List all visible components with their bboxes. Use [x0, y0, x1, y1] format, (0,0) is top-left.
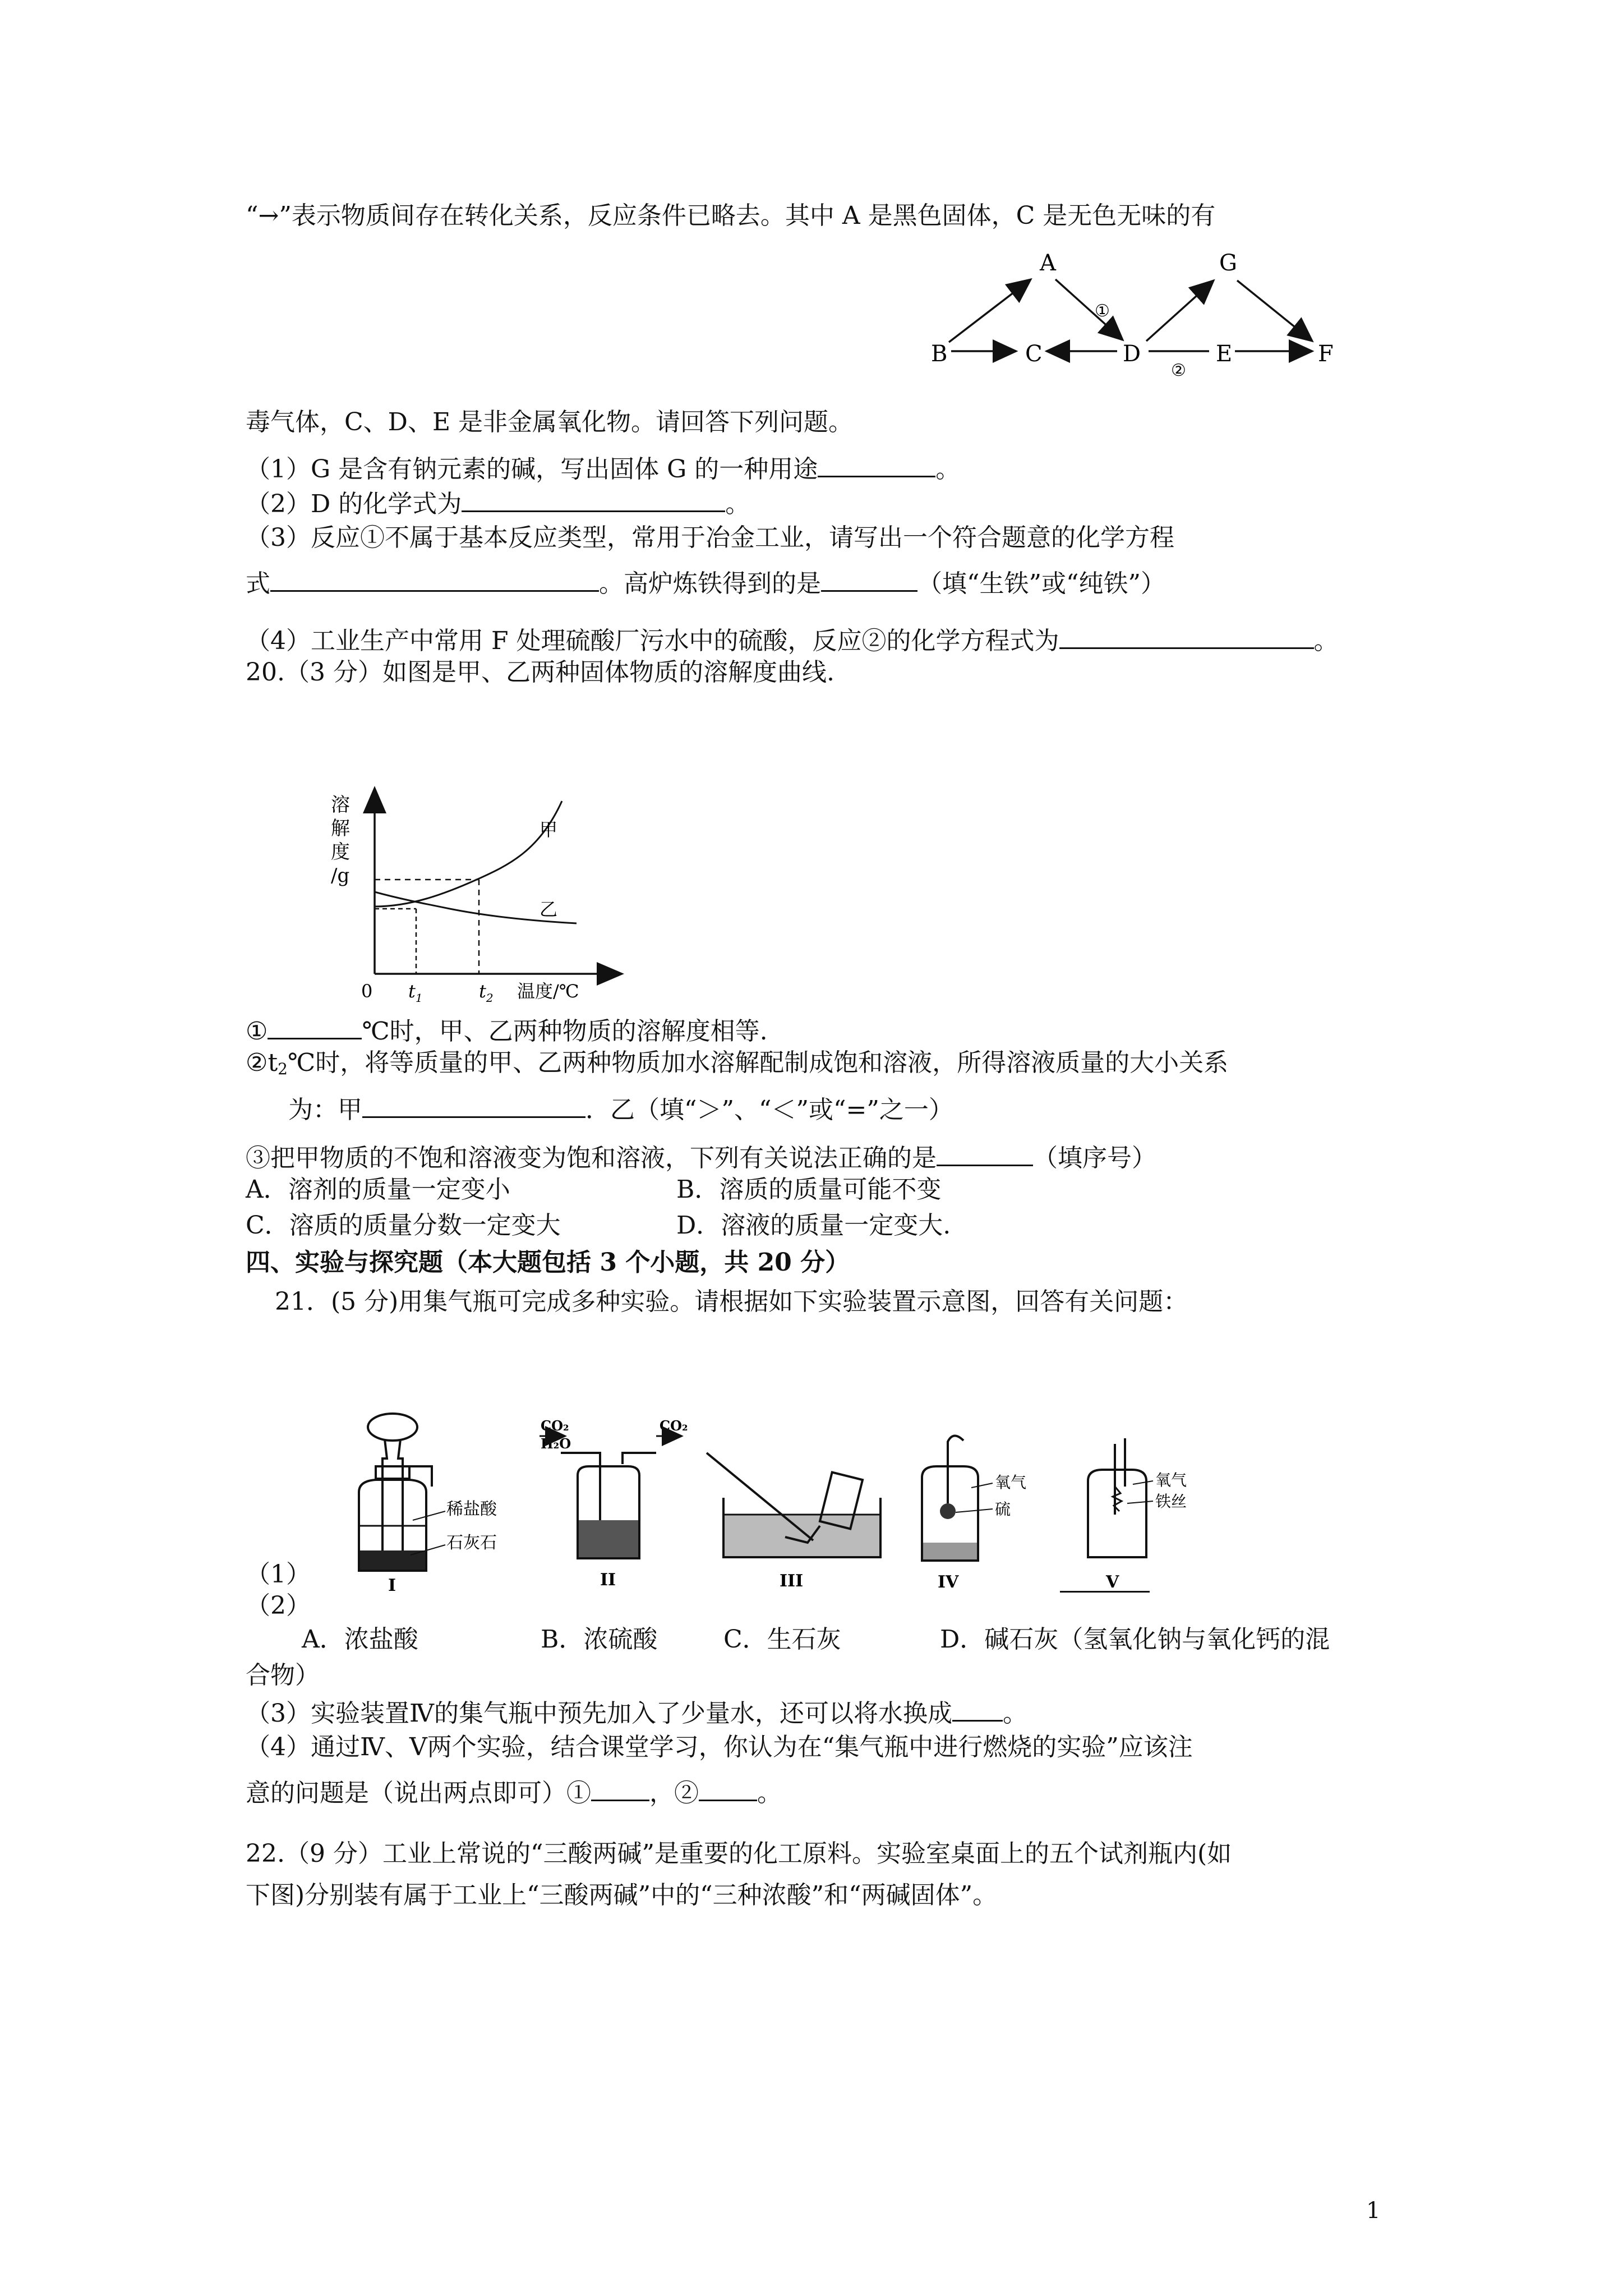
q20-statement-2-prefix: 为：甲: [288, 1095, 362, 1124]
q20-header: 20.（3 分）如图是甲、乙两种固体物质的溶解度曲线.: [246, 658, 834, 687]
apparatus-iii: [707, 1453, 880, 1591]
q19-part-3-hint: （填“生铁”或“纯铁”）: [917, 569, 1165, 598]
q21-header: 21．(5 分)用集气瓶可完成多种实验。请根据如下实验装置示意图，回答有关问题：: [275, 1287, 1188, 1316]
x-tick-t2: $t_2$: [479, 981, 494, 1005]
answer-blank-equation-2[interactable]: [1059, 624, 1314, 649]
y-axis-label-1: 溶: [331, 794, 350, 816]
q19-part-4-end: 。: [1313, 626, 1339, 655]
svg-text:CO₂: CO₂: [541, 1418, 569, 1434]
q20-statement-2-num: ②t: [246, 1048, 278, 1077]
svg-text:硫: 硫: [995, 1500, 1011, 1519]
q21-part-4-line-1: （4）通过Ⅳ、Ⅴ两个实验，结合课堂学习，你认为在“集气瓶中进行燃烧的实验”应该注: [246, 1733, 1193, 1761]
answer-blank-temperature[interactable]: [268, 1014, 362, 1039]
svg-text:II: II: [600, 1570, 616, 1590]
q20-option-a: A．溶剂的质量一定变小: [246, 1175, 510, 1204]
q22-line-2: 下图)分别装有属于工业上“三酸两碱”中的“三种浓酸”和“两碱固体”。: [246, 1881, 998, 1910]
q21-part-3-end: 。: [1002, 1699, 1027, 1728]
answer-blank-equation-1[interactable]: [270, 567, 599, 592]
x-tick-t1: $t_1$: [408, 981, 423, 1005]
answer-blank-part-2[interactable]: [1060, 1591, 1150, 1593]
section-4-title: 四、实验与探究题（本大题包括 3 个小题，共 20 分）: [246, 1248, 850, 1277]
q19-intro-line-1: “→”表示物质间存在转化关系，反应条件已略去。其中 A 是黑色固体，C 是无色无味的有: [246, 201, 1216, 230]
q19-part-4-text: （4）工业生产中常用 F 处理硫酸厂污水中的硫酸，反应②的化学方程式为: [246, 626, 1059, 655]
q19-part-2-text: （2）D 的化学式为: [246, 489, 462, 518]
arrow-g-f: [1237, 280, 1312, 341]
q19-intro-line-2: 毒气体，C、D、E 是非金属氧化物。请回答下列问题。: [246, 408, 854, 436]
x-axis-label: 温度/℃: [517, 981, 579, 1002]
y-axis-label-2: 解: [331, 817, 350, 840]
svg-text:稀盐酸: 稀盐酸: [446, 1499, 497, 1519]
q20-statement-3-hint: （填序号）: [1033, 1143, 1156, 1172]
q19-part-2: [246, 487, 750, 518]
q19-part-3-mid: 。高炉炼铁得到的是: [599, 569, 821, 598]
q19-part-3-prefix: 式: [246, 569, 270, 598]
svg-text:氧气: 氧气: [1155, 1471, 1187, 1489]
q20-statement-3-text: ③把甲物质的不饱和溶液变为饱和溶液，下列有关说法正确的是: [246, 1143, 937, 1172]
apparatus-ii: [540, 1418, 688, 1590]
q20-statement-1: [246, 1014, 768, 1046]
q20-option-d: D．溶液的质量一定变大.: [676, 1211, 951, 1240]
solubility-chart: [326, 789, 618, 1005]
svg-text:V: V: [1106, 1572, 1119, 1592]
arrow-a-d: [1055, 279, 1123, 340]
node-C: C: [1025, 341, 1043, 367]
apparatus-i: [359, 1414, 497, 1595]
svg-text:CO₂: CO₂: [660, 1418, 688, 1434]
q20-option-b: B．溶质的质量可能不变: [676, 1175, 942, 1204]
q21-part-4-sep: ，②: [649, 1778, 699, 1807]
node-E: E: [1216, 341, 1233, 367]
svg-text:铁丝: 铁丝: [1155, 1492, 1187, 1511]
q21-option-d-continued: 合物）: [246, 1661, 320, 1690]
q19-part-3-line-1: （3）反应①不属于基本反应类型，常用于冶金工业，请写出一个符合题意的化学方程: [246, 523, 1174, 552]
q21-part-4-prefix: 意的问题是（说出两点即可）①: [246, 1778, 591, 1807]
q20-statement-2-sub: 2: [278, 1060, 288, 1078]
q19-part-1-text: （1）G 是含有钠元素的碱，写出固体 G 的一种用途: [246, 454, 818, 484]
apparatus-figure: [336, 1408, 1301, 1593]
q20-statement-2-hint: ．乙（填“＞”、“＜”或“=”之一）: [585, 1095, 953, 1124]
q22-line-1: 22.（9 分）工业上常说的“三酸两碱”是重要的化工原料。实验室桌面上的五个试剂瓶内(如: [246, 1839, 1232, 1868]
answer-blank-g-use[interactable]: [818, 452, 935, 477]
q20-statement-3: [246, 1141, 1156, 1172]
node-F: F: [1318, 341, 1334, 367]
q19-part-4: [246, 624, 1339, 655]
series-yi-label: 乙: [540, 899, 558, 920]
q21-part-3: [246, 1696, 1027, 1728]
origin-label: 0: [361, 981, 373, 1002]
answer-blank-caution-1[interactable]: [591, 1776, 649, 1801]
q20-statement-2-text: ℃时，将等质量的甲、乙两种物质加水溶解配制成饱和溶液，所得溶液质量的大小关系: [287, 1048, 1229, 1077]
series-jia-label: 甲: [540, 819, 558, 840]
svg-text:石灰石: 石灰石: [446, 1533, 497, 1553]
svg-text:III: III: [780, 1571, 804, 1591]
svg-text:氧气: 氧气: [995, 1473, 1027, 1492]
y-axis-label-4: /g: [331, 864, 350, 887]
svg-text:H₂O: H₂O: [541, 1435, 571, 1452]
mark-2: ②: [1171, 361, 1186, 380]
answer-blank-iron-type[interactable]: [821, 567, 917, 592]
node-G: G: [1219, 250, 1237, 276]
q21-part-3-text: （3）实验装置Ⅳ的集气瓶中预先加入了少量水，还可以将水换成: [246, 1699, 952, 1728]
q21-part-4-end: 。: [757, 1778, 782, 1807]
page-number: 1: [1366, 2198, 1381, 2224]
series-jia-curve: [375, 801, 562, 907]
answer-blank-d-formula[interactable]: [462, 487, 725, 512]
reaction-diagram: [920, 250, 1346, 380]
q21-part-4-line-2: [246, 1776, 782, 1807]
q21-option-d: D．碱石灰（氢氧化钠与氧化钙的混: [940, 1625, 1330, 1654]
apparatus-v: [1088, 1438, 1187, 1592]
q19-part-1: [246, 452, 960, 484]
q20-statement-1-num: ①: [246, 1016, 268, 1046]
mark-1: ①: [1095, 301, 1110, 321]
apparatus-iv: [922, 1435, 1026, 1592]
q20-option-c: C．溶质的质量分数一定变大: [246, 1211, 561, 1240]
q21-option-a: A．浓盐酸: [302, 1625, 418, 1654]
svg-text:IV: IV: [938, 1572, 959, 1592]
arrow-d-g: [1146, 280, 1214, 341]
answer-blank-choice[interactable]: [937, 1141, 1033, 1166]
q19-part-3-line-2: [246, 567, 1165, 598]
y-axis-label-3: 度: [331, 841, 350, 863]
svg-text:I: I: [388, 1576, 396, 1595]
arrow-b-a: [949, 279, 1031, 342]
answer-blank-comparison[interactable]: [362, 1093, 585, 1118]
node-A: A: [1040, 250, 1056, 276]
q20-statement-2-line-1: [246, 1049, 1228, 1078]
q20-statement-2-line-2: [288, 1093, 953, 1124]
q21-option-c: C．生石灰: [723, 1625, 841, 1654]
q19-part-1-end: 。: [935, 454, 961, 484]
q21-part-1: （1）: [246, 1560, 311, 1589]
q21-part-2: （2）: [246, 1591, 311, 1620]
q21-option-b: B．浓硫酸: [541, 1625, 658, 1654]
q20-statement-1-text: ℃时，甲、乙两种物质的溶解度相等.: [362, 1016, 768, 1046]
node-D: D: [1123, 341, 1141, 367]
node-B: B: [931, 341, 948, 367]
answer-blank-replace-water[interactable]: [952, 1696, 1003, 1722]
q19-part-2-end: 。: [725, 489, 750, 518]
answer-blank-caution-2[interactable]: [699, 1776, 757, 1801]
